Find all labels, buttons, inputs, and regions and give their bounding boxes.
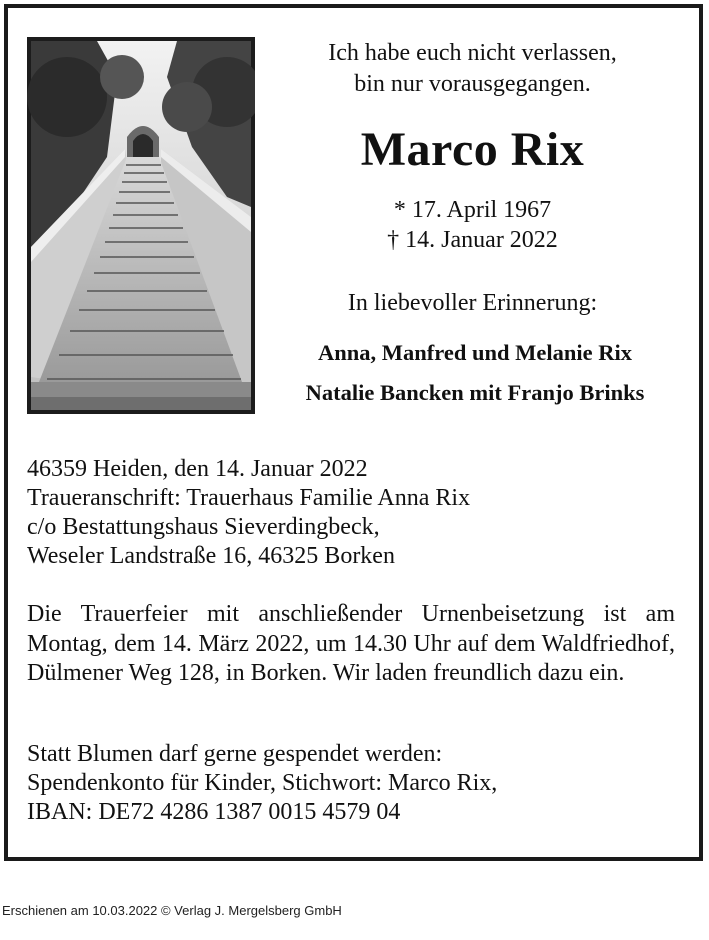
address-block — [27, 455, 667, 571]
donation-line-3: IBAN: DE72 4286 1387 0015 4579 04 — [27, 799, 401, 825]
address-line-2: Traueranschrift: Trauerhaus Familie Anna Rix — [27, 485, 471, 511]
publication-footer: Erschienen am 10.03.2022 © Verlag J. Mergelsberg GmbH — [2, 903, 342, 918]
death-date: † 14. Januar 2022 — [387, 227, 558, 253]
mourner-line-2: Natalie Bancken mit Franjo Brinks — [305, 380, 645, 405]
motto-line-2: bin nur vorausgegangen. — [354, 71, 591, 97]
deceased-name: Marco Rix — [360, 123, 585, 176]
address-line-4: Weseler Landstraße 16, 46325 Borken — [27, 543, 395, 569]
donation-line-1: Statt Blumen darf gerne gespendet werden: — [27, 741, 443, 767]
stone-staircase-photo — [27, 37, 255, 414]
memory-heading: In liebevoller Erinnerung: — [347, 290, 598, 316]
service-paragraph: Die Trauerfeier mit anschließender Urnenbeisetzung ist am Montag, dem 14. März 2022, um 14.30 Uhr auf dem Waldfriedhof, Dülmener Weg 128, in Borken. Wir laden freundlich dazu ein. — [27, 601, 675, 686]
motto-quote — [295, 38, 650, 100]
birth-date: * 17. April 1967 — [393, 197, 552, 223]
donation-line-2: Spendenkonto für Kinder, Stichwort: Marco Rix, — [27, 770, 498, 796]
address-line-1: 46359 Heiden, den 14. Januar 2022 — [27, 456, 368, 482]
donation-block — [27, 740, 667, 827]
life-dates — [295, 195, 650, 255]
address-line-3: c/o Bestattungshaus Sieverdingbeck, — [27, 514, 380, 540]
mourner-line-1: Anna, Manfred und Melanie Rix — [318, 340, 632, 365]
mourners-list — [270, 333, 680, 413]
motto-line-1: Ich habe euch nicht verlassen, — [328, 40, 617, 66]
